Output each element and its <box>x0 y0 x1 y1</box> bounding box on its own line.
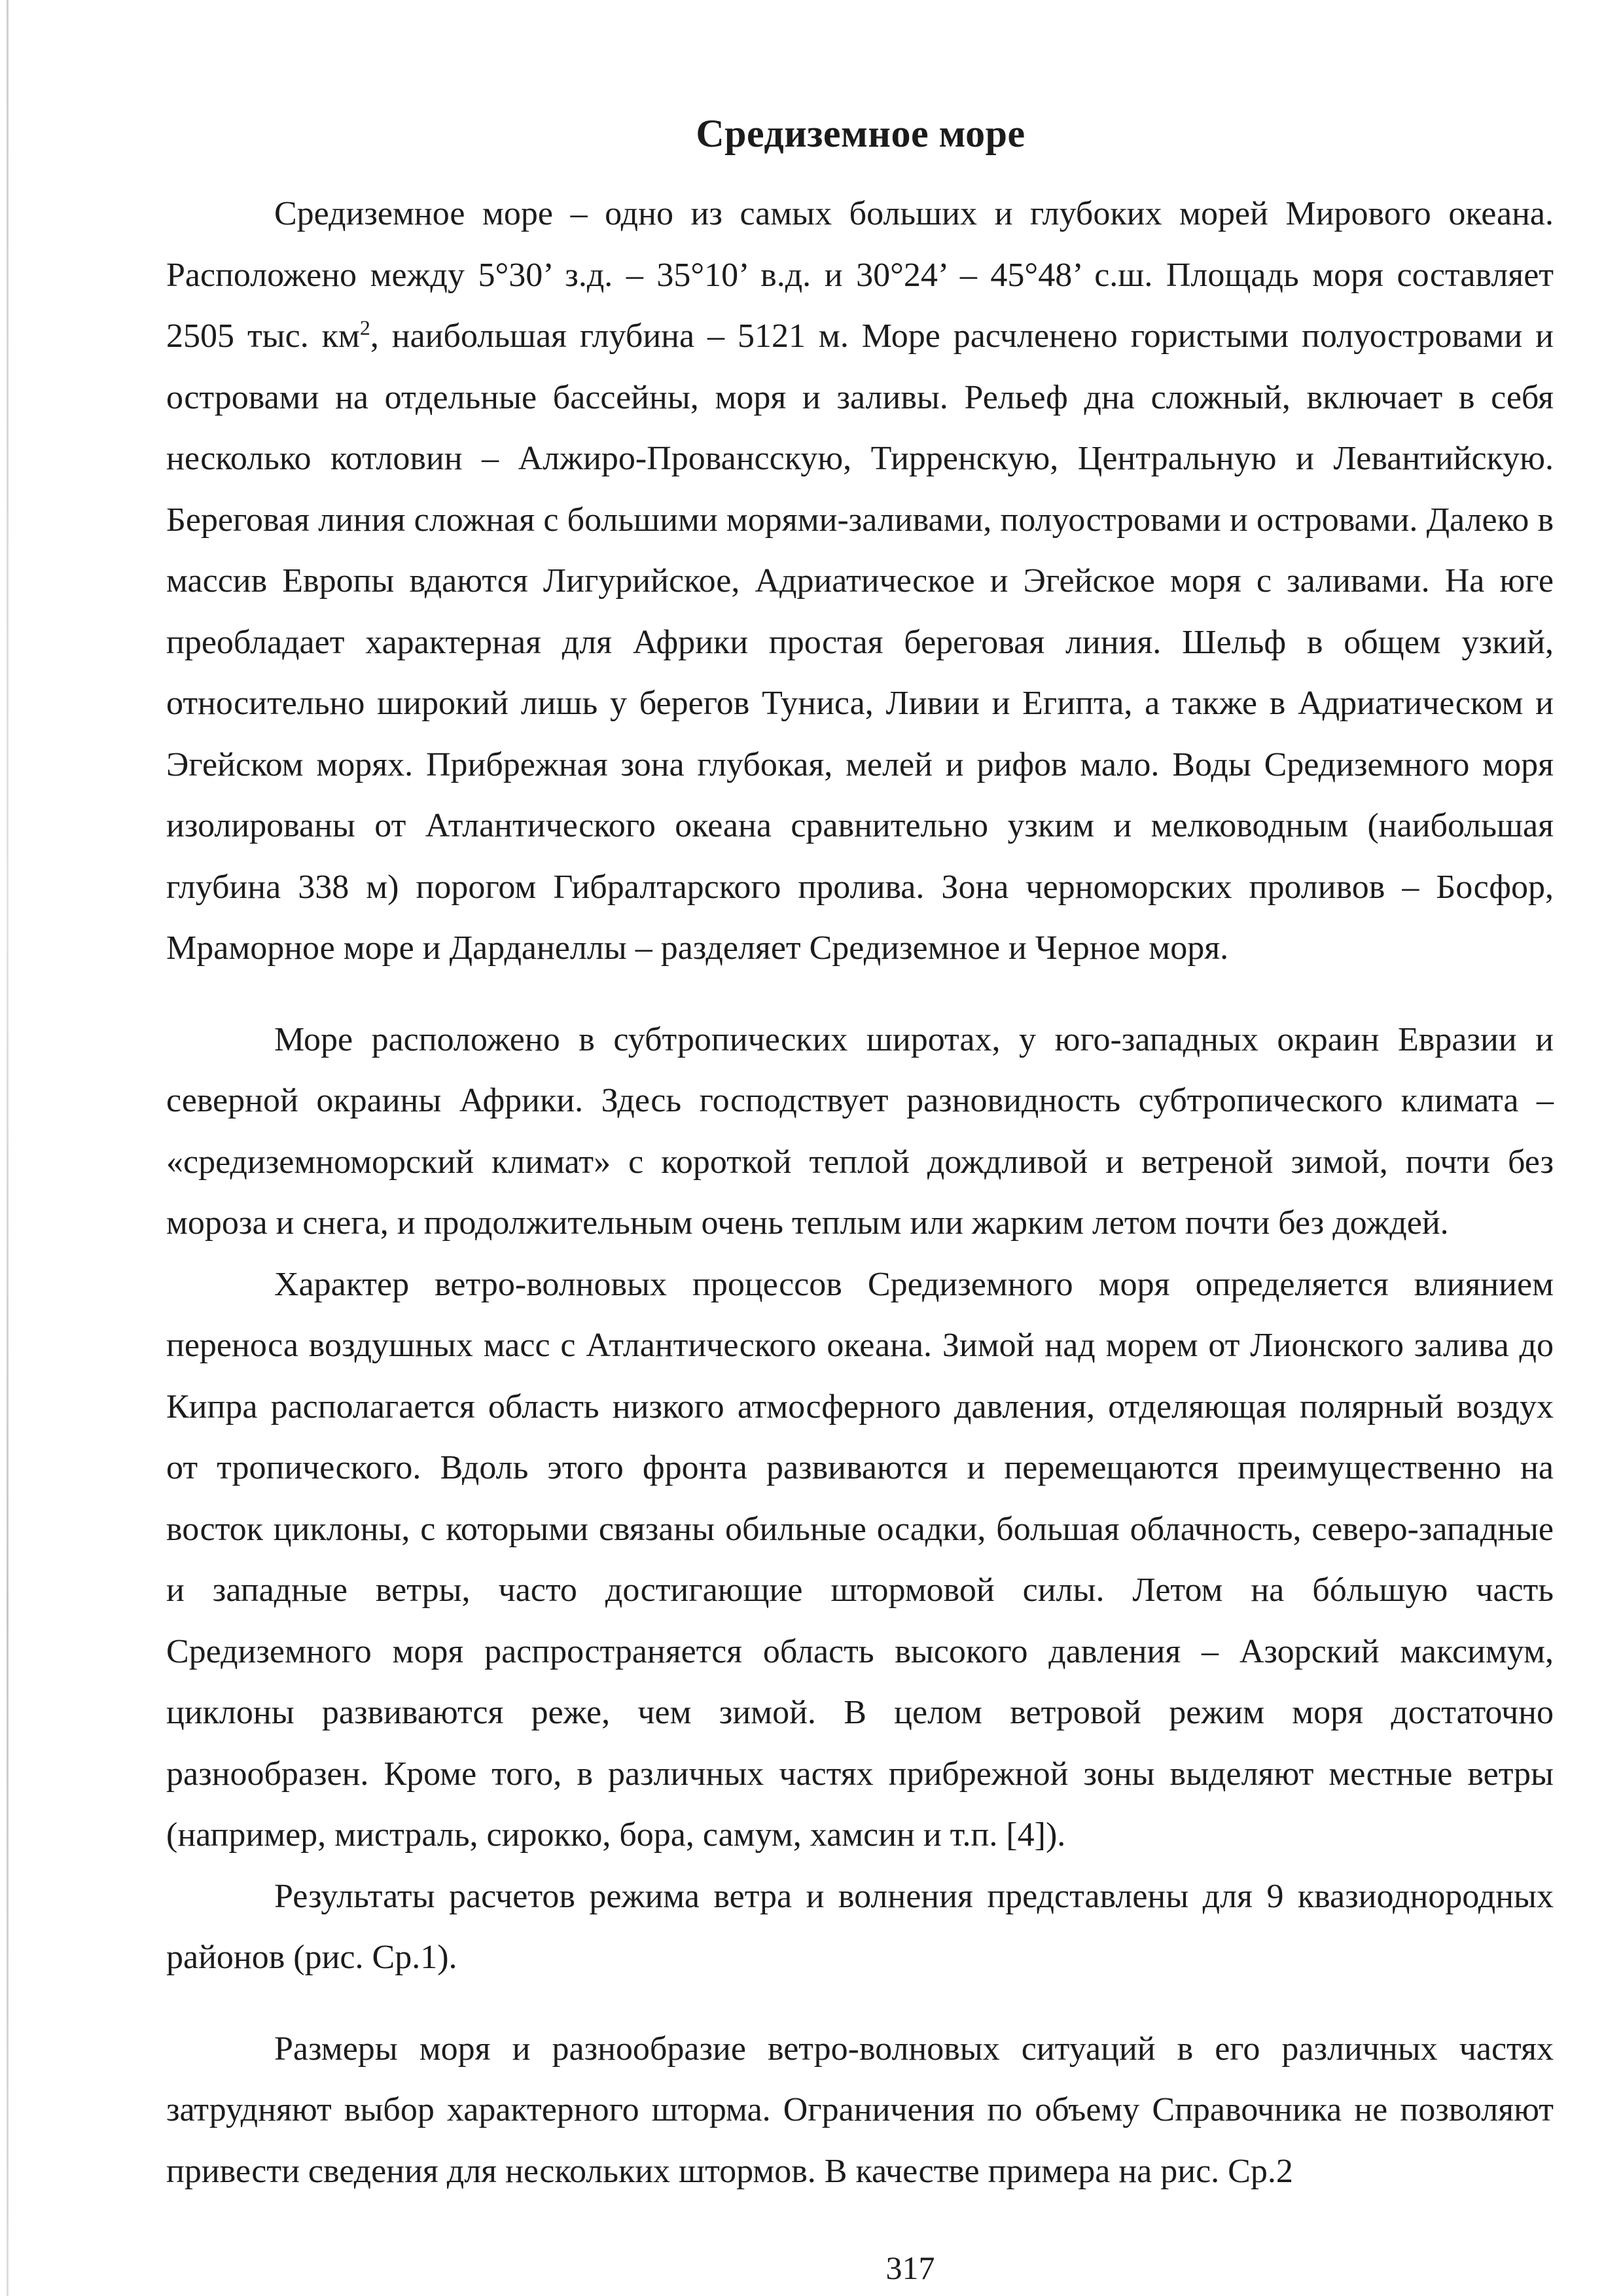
paragraph-wind-wave-processes: Характер ветро-волновых процессов Средиземного моря определяется влиянием переноса воздушных масс с Атлантического океана. Зимой над морем от Лионского залива до Кипра располагается область низкого атмосферного давления, отделяющая полярный воздух от тропического. Вдоль этого фронта развиваются и перемещаются преимущественно на восток циклоны, с которыми связаны обильные осадки, большая облачность, северо-западные и западные ветры, часто достигающие штормовой силы. Летом на бóльшую часть Средиземного моря распространяется область высокого давления – Азорский максимум, циклоны развиваются реже, чем зимой. В целом ветровой режим моря достаточно разнообразен. Кроме того, в различных частях прибрежной зоны выделяют местные ветры (например, мистраль, сирокко, бора, самум, хамсин и т.п. [4]). <box>166 1265 1554 1854</box>
scan-page-edge <box>7 0 9 2296</box>
page-number: 317 <box>885 2250 935 2286</box>
paragraph-results: Результаты расчетов режима ветра и волнения представлены для 9 квазиоднородных районов (рис. Ср.1). <box>166 1877 1554 1976</box>
paragraph-geography <box>166 183 1554 979</box>
page-title: Средиземное море <box>696 112 1026 155</box>
superscript-square: 2 <box>359 315 370 340</box>
paragraph-climate: Море расположено в субтропических широтах, у юго-западных окраин Евразии и северной окраины Африки. Здесь господствует разновидность субтропического климата – «средиземноморский климат» с короткой теплой дождливой и ветреной зимой, почти без мороза и снега, и продолжительным очень теплым или жарким летом почти без дождей. <box>166 1020 1554 1242</box>
paragraph-geography-text-1: Средиземное море – одно из самых больших и глубоких морей Мирового океана. Расположено между 5°30’ з.д. – 35°10’ в.д. и 30°24’ – 45°48’ с.ш. Площадь моря составляет 2505 тыс. км <box>166 195 1554 355</box>
paragraph-geography-text-2: , наибольшая глубина – 5121 м. Море расчленено гористыми полуостровами и островами на отдельные бассейны, моря и заливы. Рельеф дна сложный, включает в себя несколько котловин – Алжиро-Провансскую, Тирренскую, Центральную и Левантийскую. Береговая линия сложная с большими морями-заливами, полуостровами и островами. Далеко в массив Европы вдаются Лигурийское, Адриатическое и Эгейское моря с заливами. На юге преобладает характерная для Африки простая береговая линия. Шельф в общем узкий, относительно широкий лишь у берегов Туниса, Ливии и Египта, а также в Адриатическом и Эгейском морях. Прибрежная зона глубокая, мелей и рифов мало. Воды Средиземного моря изолированы от Атлантического океана сравнительно узким и мелководным (наибольшая глубина 338 м) порогом Гибралтарского пролива. Зона черноморских проливов – Босфор, Мраморное море и Дарданеллы – разделяет Средиземное и Черное моря. <box>166 317 1554 967</box>
paragraph-storm-selection: Размеры моря и разнообразие ветро-волновых ситуаций в его различных частях затрудняют выбор характерного шторма. Ограничения по объему Справочника не позволяют привести сведения для нескольких штормов. В качестве примера на рис. Ср.2 <box>166 2030 1554 2190</box>
body-text <box>166 183 1554 2202</box>
